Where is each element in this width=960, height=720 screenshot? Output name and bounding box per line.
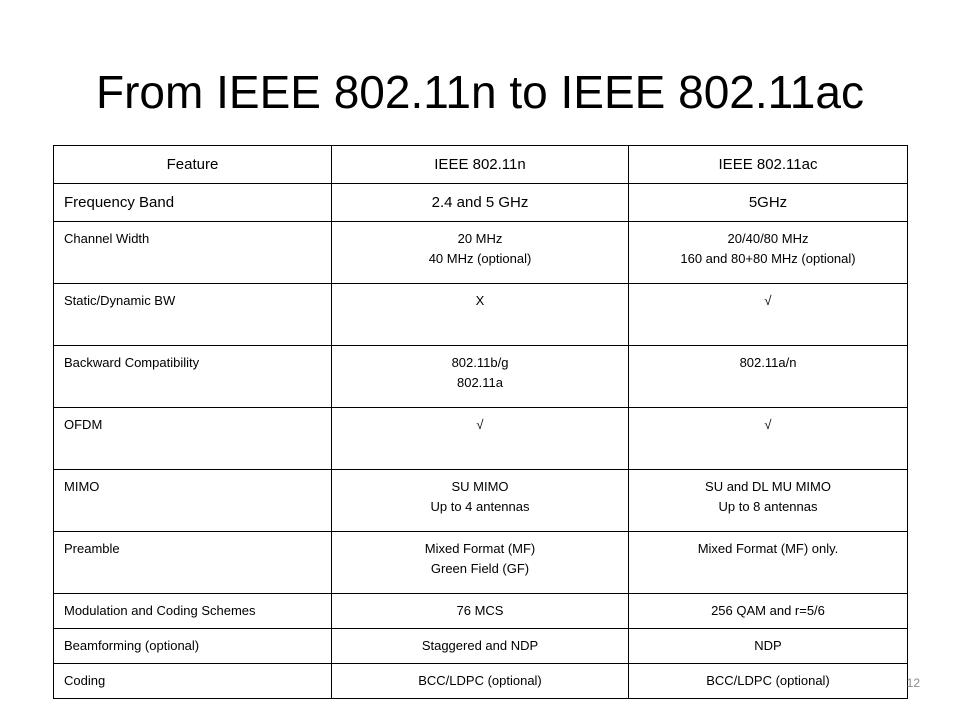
page-number: 12 [906,676,920,690]
feature-cell: Channel Width [54,222,332,284]
table-row [54,184,908,222]
ac-value-cell [629,222,908,284]
ac-value-cell: √ [629,408,908,470]
ac-value-cell: Mixed Format (MF) only. [629,532,908,594]
feature-cell: Backward Compatibility [54,346,332,408]
header-ieee-80211n: IEEE 802.11n [332,146,629,184]
table-row [54,629,908,664]
cell-line: 20/40/80 MHz [727,231,809,246]
n-value-cell [332,222,629,284]
table-row [54,346,908,408]
table-row [54,594,908,629]
feature-cell: Modulation and Coding Schemes [54,594,332,629]
cell-line: 160 and 80+80 MHz (optional) [680,251,856,266]
feature-cell: Coding [54,664,332,699]
n-value-cell: 2.4 and 5 GHz [332,184,629,222]
cell-line: Green Field (GF) [430,561,530,576]
table-row [54,222,908,284]
n-value-cell [332,470,629,532]
ac-value-cell: 5GHz [629,184,908,222]
ac-value-cell: 256 QAM and r=5/6 [629,594,908,629]
ac-value-cell: BCC/LDPC (optional) [629,664,908,699]
feature-cell: OFDM [54,408,332,470]
ac-value-cell: 802.11a/n [629,346,908,408]
cell-line: 802.11b/g [451,355,509,370]
table-row [54,470,908,532]
ac-value-cell: √ [629,284,908,346]
cell-line: 802.11a [456,375,504,390]
n-value-cell [332,532,629,594]
table-header-row [54,146,908,184]
cell-line: Up to 8 antennas [718,499,818,514]
cell-line: SU and DL MU MIMO [705,479,831,494]
cell-line: 20 MHz [457,231,503,246]
feature-cell: Static/Dynamic BW [54,284,332,346]
n-value-cell: X [332,284,629,346]
table-row [54,408,908,470]
ac-value-cell: NDP [629,629,908,664]
table-row [54,532,908,594]
cell-line: Up to 4 antennas [430,499,530,514]
comparison-table [53,145,908,699]
feature-cell: MIMO [54,470,332,532]
slide-title: From IEEE 802.11n to IEEE 802.11ac [96,66,864,118]
feature-cell: Preamble [54,532,332,594]
n-value-cell: Staggered and NDP [332,629,629,664]
cell-line: Mixed Format (MF) [424,541,536,556]
n-value-cell: 76 MCS [332,594,629,629]
feature-cell: Beamforming (optional) [54,629,332,664]
ac-value-cell [629,470,908,532]
cell-line: 40 MHz (optional) [428,251,532,266]
n-value-cell: BCC/LDPC (optional) [332,664,629,699]
header-feature: Feature [54,146,332,184]
header-ieee-80211ac: IEEE 802.11ac [629,146,908,184]
table-row [54,664,908,699]
n-value-cell: √ [332,408,629,470]
feature-cell: Frequency Band [54,184,332,222]
cell-line: SU MIMO [451,479,509,494]
n-value-cell [332,346,629,408]
table-row [54,284,908,346]
